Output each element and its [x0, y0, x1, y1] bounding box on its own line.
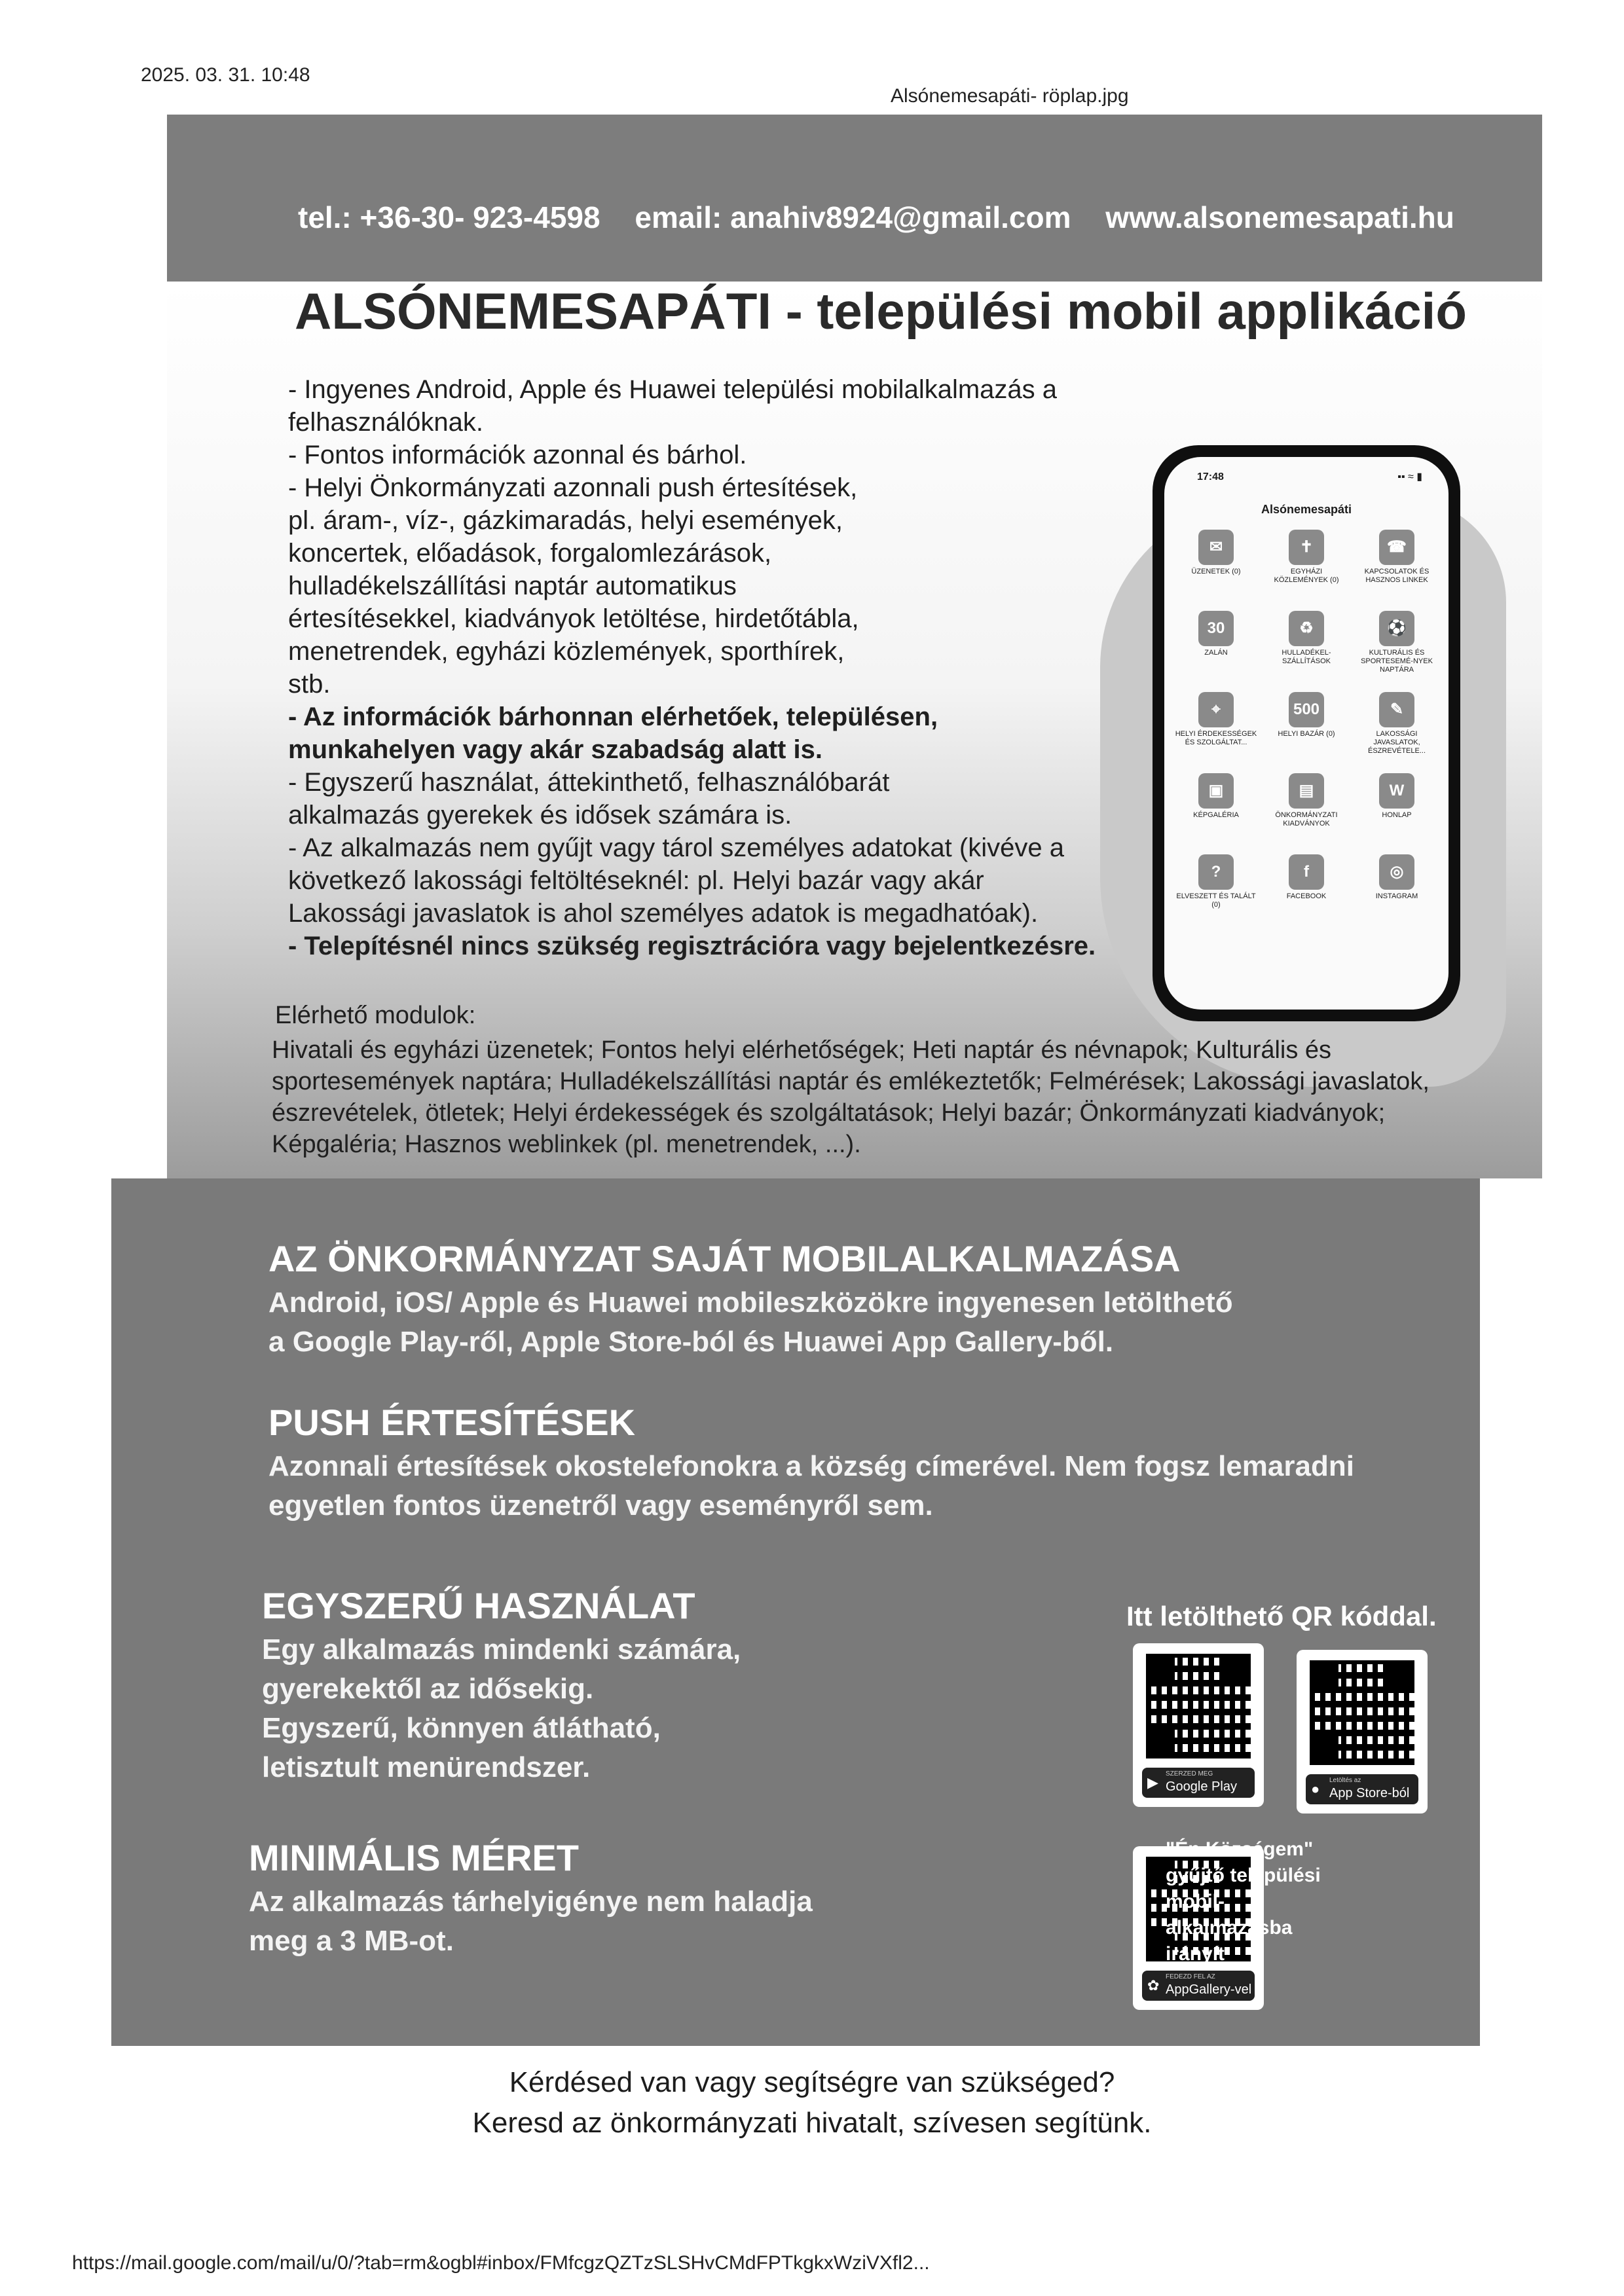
app-tile-label: KÉPGALÉRIA	[1193, 811, 1239, 819]
app-tile-icon: ✝	[1289, 530, 1324, 565]
section-title: AZ ÖNKORMÁNYZAT SAJÁT MOBILALKALMAZÁSA	[268, 1238, 1181, 1279]
contact-band	[167, 115, 1542, 282]
app-tile-label: ÖNKORMÁNYZATI KIADVÁNYOK	[1275, 811, 1338, 828]
app-tile[interactable]	[1352, 688, 1442, 765]
closing-line: Kérdésed van vagy segítségre van szükséged?	[509, 2066, 1115, 2098]
app-tile-icon: ⚽	[1379, 611, 1414, 646]
app-tile[interactable]	[1171, 526, 1261, 603]
intro-item-bold: - Telepítésnél nincs szükség regisztrációra vagy bejelentkezésre.	[288, 932, 1096, 960]
section-line: letisztult menürendszer.	[262, 1751, 591, 1783]
phone-status-icons: ▪▪ ≈ ▮	[1397, 471, 1422, 483]
app-tile[interactable]	[1171, 769, 1261, 847]
section-line: Egyszerű, könnyen átlátható,	[262, 1712, 661, 1744]
section-text	[268, 1283, 1447, 1362]
section-text	[268, 1447, 1460, 1525]
section-line: Android, iOS/ Apple és Huawei mobileszközökre ingyenesen letölthető	[268, 1286, 1233, 1319]
closing-message	[0, 2062, 1624, 2143]
badge-caption: SZERZED MEG	[1166, 1770, 1213, 1777]
print-filename: Alsónemesapáti- röplap.jpg	[891, 85, 1129, 107]
app-tile[interactable]	[1171, 607, 1261, 684]
app-tile-label: LAKOSSÁGI JAVASLATOK, ÉSZREVÉTELE...	[1367, 730, 1426, 755]
app-tile-label: HELYI BAZÁR (0)	[1278, 730, 1335, 738]
app-module-grid	[1171, 526, 1442, 928]
app-tile-icon: ✉	[1198, 530, 1234, 565]
section-line: Azonnali értesítések okostelefonokra a község címerével. Nem fogsz lemaradni	[268, 1450, 1354, 1482]
intro-item: - Fontos információk azonnal és bárhol.	[288, 441, 747, 469]
app-tile-icon: 500	[1289, 692, 1324, 727]
contact-phone[interactable]: tel.: +36-30- 923-4598	[298, 200, 600, 234]
app-tile-icon: ◎	[1379, 854, 1414, 890]
section-line: meg a 3 MB-ot.	[249, 1925, 454, 1957]
app-tile[interactable]	[1261, 688, 1352, 765]
phone-mockup	[1153, 445, 1460, 1021]
badge-label: App Store-ból	[1329, 1786, 1410, 1800]
google-play-badge[interactable]	[1142, 1768, 1255, 1798]
app-tile-icon: W	[1379, 773, 1414, 809]
app-tile[interactable]	[1352, 526, 1442, 603]
app-tile[interactable]	[1261, 607, 1352, 684]
app-tile-icon: ▣	[1198, 773, 1234, 809]
app-tile-icon: ▤	[1289, 773, 1324, 809]
apple-icon: ●	[1311, 1781, 1320, 1797]
section-title: MINIMÁLIS MÉRET	[249, 1837, 579, 1878]
app-tile-label: HULLADÉKEL-SZÁLLÍTÁSOK	[1282, 649, 1331, 665]
app-tile-label: ZALÁN	[1204, 649, 1228, 657]
app-store-badge[interactable]	[1306, 1774, 1418, 1804]
phone-screen	[1164, 457, 1449, 1010]
app-tile-label: ÜZENETEK (0)	[1191, 568, 1241, 575]
section-text	[249, 1882, 1035, 1961]
play-icon: ▶	[1147, 1774, 1158, 1791]
badge-label: Google Play	[1166, 1779, 1237, 1794]
modules-text: Hivatali és egyházi üzenetek; Fontos helyi elérhetőségek; Heti naptár és névnapok; Kulturális és sportesemények naptára; Hulladékelszállítási naptár és emlékeztetők; Felmérések; Lakossági javaslatok, észrevételek, ötletek; Helyi érdekességek és szolgáltatások; Helyi bazár; Önkormányzati kiadványok; Képgaléria; Hasznos weblinkek (pl. menetrendek, ...).	[272, 1036, 1430, 1158]
app-tile[interactable]	[1261, 850, 1352, 928]
app-tile-icon: 30	[1198, 611, 1234, 646]
app-tile-icon: ✎	[1379, 692, 1414, 727]
intro-list	[288, 373, 1166, 962]
appgallery-badge[interactable]	[1142, 1971, 1255, 2001]
app-tile[interactable]	[1261, 769, 1352, 847]
phone-time: 17:48	[1197, 471, 1224, 483]
page-title: ALSÓNEMESAPÁTI - települési mobil applikáció	[295, 282, 1467, 340]
intro-item: - Az alkalmazás nem gyűjt vagy tárol személyes adatokat (kivéve a következő lakossági feltöltéseknél: pl. Helyi bazár vagy akár Lakossági javaslatok is ahol személyes adatok is megadhatóak).	[288, 833, 1064, 928]
app-tile-label: ELVESZETT ÉS TALÁLT (0)	[1176, 892, 1256, 909]
app-tile-label: HONLAP	[1382, 811, 1412, 819]
intro-item: - Helyi Önkormányzati azonnali push értesítések, pl. áram-, víz-, gázkimaradás, helyi események, koncertek, előadások, forgalomlezárások, hulladékelszállítási naptár automatikus értesítésekkel, kiadványok letöltése, hirdetőtábla, menetrendek, egyházi közlemények, sporthírek, stb.	[288, 473, 859, 699]
section-line: Az alkalmazás tárhelyigénye nem haladja	[249, 1886, 813, 1918]
modules-title: Elérhető modulok:	[275, 1002, 476, 1029]
app-tile-label: KAPCSOLATOK ÉS HASZNOS LINKEK	[1364, 568, 1430, 584]
app-tile[interactable]	[1352, 769, 1442, 847]
section-text	[262, 1630, 982, 1787]
app-tile[interactable]	[1171, 688, 1261, 765]
section-line: Egy alkalmazás mindenki számára,	[262, 1633, 741, 1666]
section-title: PUSH ÉRTESÍTÉSEK	[268, 1402, 636, 1443]
badge-caption: Letöltés az	[1329, 1777, 1361, 1784]
google-play-qr[interactable]	[1133, 1643, 1264, 1807]
contact-email[interactable]: email: anahiv8924@gmail.com	[635, 200, 1071, 234]
app-tile-icon: ⌖	[1198, 692, 1234, 727]
app-tile-label: HELYI ÉRDEKESSÉGEK ÉS SZOLGÁLTAT...	[1175, 730, 1257, 746]
app-title: Alsónemesapáti	[1261, 503, 1352, 516]
app-tile-label: EGYHÁZI KÖZLEMÉNYEK (0)	[1274, 568, 1339, 584]
app-tile-label: KULTURÁLIS ÉS SPORTESEMÉ-NYEK NAPTÁRA	[1361, 649, 1433, 674]
qr-code	[1146, 1654, 1251, 1758]
badge-label: AppGallery-vel	[1166, 1982, 1252, 1997]
app-tile-label: INSTAGRAM	[1375, 892, 1418, 900]
section-title: EGYSZERŰ HASZNÁLAT	[262, 1585, 695, 1626]
app-tile[interactable]	[1352, 607, 1442, 684]
app-tile[interactable]	[1261, 526, 1352, 603]
closing-line: Keresd az önkormányzati hivatalt, szívesen segítünk.	[472, 2107, 1152, 2139]
app-store-qr[interactable]	[1297, 1650, 1428, 1813]
qr-code	[1310, 1660, 1414, 1765]
print-url: https://mail.google.com/mail/u/0/?tab=rm&ogbl#inbox/FMfcgzQZTzSLSHvCMdFPTkgkxWziVXfl2...	[72, 2252, 930, 2274]
intro-item: - Ingyenes Android, Apple és Huawei települési mobilalkalmazás a felhasználóknak.	[288, 375, 1058, 437]
badge-caption: FEDEZD FEL AZ	[1166, 1973, 1215, 1980]
section-line: gyerekektől az idősekig.	[262, 1673, 594, 1705]
print-date: 2025. 03. 31. 10:48	[141, 64, 310, 86]
qr-heading: Itt letölthető QR kóddal.	[1126, 1601, 1437, 1631]
contact-website[interactable]: www.alsonemesapati.hu	[1105, 200, 1454, 234]
app-tile[interactable]	[1352, 850, 1442, 928]
app-tile-icon: ?	[1198, 854, 1234, 890]
section-line: egyetlen fontos üzenetről vagy eseményről sem.	[268, 1489, 933, 1522]
contact-line	[298, 200, 1481, 235]
app-tile-icon: f	[1289, 854, 1324, 890]
section-line: a Google Play-ről, Apple Store-ból és Huawei App Gallery-ből.	[268, 1326, 1114, 1358]
app-tile[interactable]	[1171, 850, 1261, 928]
collector-app-note: "Én Községem" gyűjtő települési mobil-alkalmazásba irányít	[1166, 1838, 1321, 1965]
app-tile-icon: ♻	[1289, 611, 1324, 646]
intro-item: - Egyszerű használat, áttekinthető, felhasználóbarát alkalmazás gyerekek és idősek számára is.	[288, 768, 890, 829]
features-band	[111, 1178, 1480, 2046]
huawei-icon: ✿	[1147, 1977, 1160, 1994]
app-tile-label: FACEBOOK	[1286, 892, 1327, 900]
app-tile-icon: ☎	[1379, 530, 1414, 565]
intro-item-bold: - Az információk bárhonnan elérhetőek, településen, munkahelyen vagy akár szabadság alatt is.	[288, 702, 938, 764]
